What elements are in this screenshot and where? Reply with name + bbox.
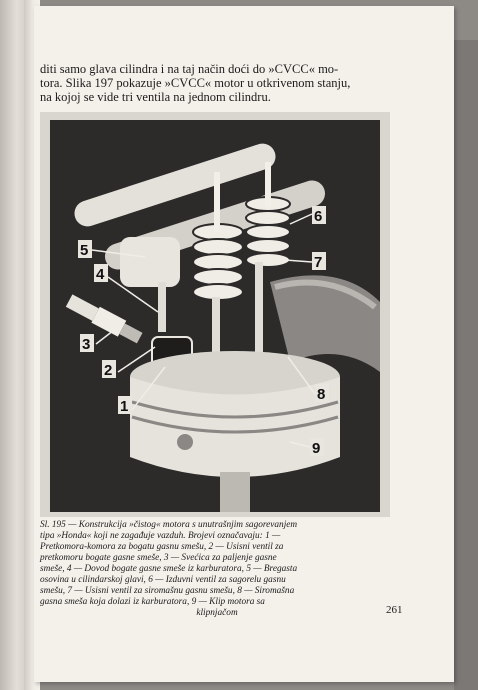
engine-illustration — [40, 112, 390, 517]
body-line: na kojoj se vide tri ventila na jednom cilindru. — [40, 90, 271, 104]
caption-line: pretkomoru bogate gasne smeše, 3 — Svećica za paljenje gasne — [40, 553, 277, 563]
figure-label-7: 7 — [314, 254, 323, 271]
caption-line: tipa »Honda« koji ne zagađuje vazduh. Brojevi označavaju: 1 — — [40, 531, 281, 541]
figure-label-4: 4 — [96, 266, 105, 283]
caption-line: Pretkomora-komora za bogatu gasnu smešu, 2 — Usisni ventil za — [40, 542, 284, 552]
body-paragraph — [40, 62, 398, 104]
body-line: diti samo glava cilindra i na taj način doći do »CVCC« mo- — [40, 62, 339, 76]
figure-label-6: 6 — [314, 208, 323, 225]
figure-label-9: 9 — [312, 440, 321, 457]
caption-line: klipnjačom — [196, 608, 238, 618]
caption-line: smeše, 4 — Dovod bogate gasne smeše iz karburatora, 5 — Bregasta — [40, 564, 298, 574]
figure-label-8: 8 — [317, 386, 326, 403]
figure-label-1: 1 — [120, 398, 129, 415]
background-surface — [454, 40, 478, 690]
caption-line: Sl. 195 — Konstrukcija »čistog« motora s unutrašnjim sagorevanjem — [40, 520, 298, 530]
page-number: 261 — [386, 604, 403, 616]
figure-label-5: 5 — [80, 242, 89, 259]
caption-line: osovina u cilindarskoj glavi, 6 — Izduvni ventil za sagorelu gasnu — [40, 575, 286, 585]
figure-label-3: 3 — [82, 336, 91, 353]
caption-line: gasna smeša koja dolazi iz karburatora, 9 — Klip motora sa — [40, 597, 265, 607]
body-line: tora. Slika 197 pokazuje »CVCC« motor u otkrivenom stanju, — [40, 76, 351, 90]
figure-label-2: 2 — [104, 362, 113, 379]
caption-line: smešu, 7 — Usisni ventil za siromašnu gasnu smešu, 8 — Siromašna — [40, 586, 295, 596]
figure-caption — [40, 520, 394, 619]
